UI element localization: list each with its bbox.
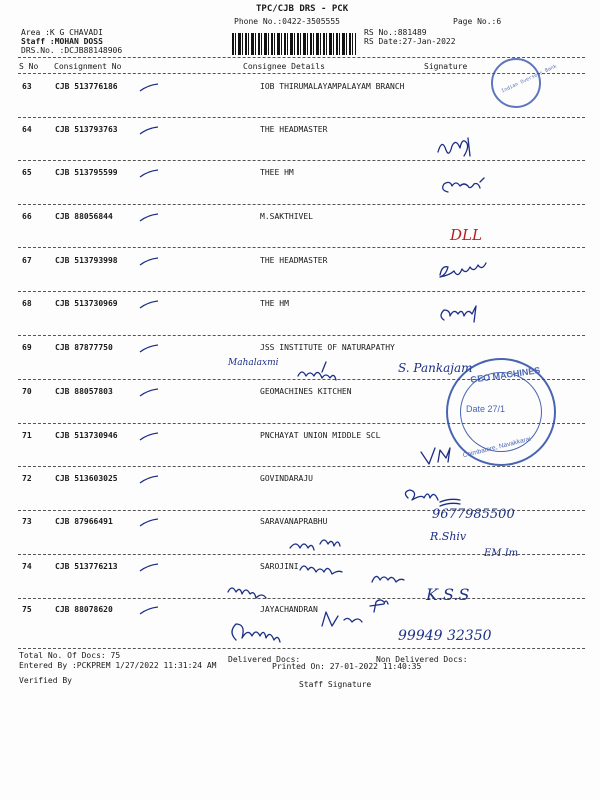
signature-row-67 xyxy=(440,263,486,277)
row-consignee: THE HEADMASTER xyxy=(260,125,328,134)
staff-signature: Staff Signature xyxy=(299,680,372,689)
page-number: Page No.:6 xyxy=(453,17,502,26)
row-consignee: GOVINDARAJU xyxy=(260,474,313,483)
handwriting-row-74: K.S.S xyxy=(426,585,470,604)
handwriting-row-69-left: Mahalaxmi xyxy=(228,358,279,368)
handwriting-row-73-a: R.Shiv xyxy=(430,530,467,543)
footer-divider xyxy=(18,648,585,649)
phone-number: Phone No.:0422-3505555 xyxy=(234,17,340,26)
row-consignee: PNCHAYAT UNION MIDDLE SCL xyxy=(260,431,381,440)
row-consignment-number: CJB 513793763 xyxy=(55,125,118,134)
row-consignee: THE HEADMASTER xyxy=(260,256,328,265)
signature-row-75-c xyxy=(370,600,388,612)
row-serial-number: 68 xyxy=(22,299,32,308)
row-serial-number: 63 xyxy=(22,82,32,91)
row-serial-number: 74 xyxy=(22,562,32,571)
total-docs: Total No. Of Docs: 75 xyxy=(19,651,121,660)
printed-on: Printed On: 27-01-2022 11:40:35 xyxy=(272,662,422,671)
handwriting-row-73-b: EM Im xyxy=(484,548,519,559)
row-serial-number: 66 xyxy=(22,212,32,221)
handwriting-row-75-phone: 99949 32350 xyxy=(398,628,492,644)
row-consignment-number: CJB 88056844 xyxy=(55,212,113,221)
row-serial-number: 72 xyxy=(22,474,32,483)
row-consignee: M.SAKTHIVEL xyxy=(260,212,313,221)
signature-row-73 xyxy=(290,540,340,550)
row-consignment-number: CJB 88078620 xyxy=(55,605,113,614)
company-stamp xyxy=(446,358,556,466)
row-consignment-number: CJB 87966491 xyxy=(55,517,113,526)
row-consignee: SAROJINI xyxy=(260,562,299,571)
signature-row-75-a xyxy=(232,624,280,642)
row-serial-number: 64 xyxy=(22,125,32,134)
non-delivered-docs: Non Delivered Docs: xyxy=(376,655,468,664)
rs-number: RS No.:881489 xyxy=(364,28,427,37)
signature-row-71 xyxy=(421,448,450,464)
row-serial-number: 69 xyxy=(22,343,32,352)
row-serial-number: 67 xyxy=(22,256,32,265)
signature-row-74-c xyxy=(372,576,404,582)
staff-label: Staff :MOHAN DOSS xyxy=(21,37,103,46)
signature-row-65 xyxy=(443,178,484,192)
signature-row-66: DLL xyxy=(450,226,482,244)
row-consignment-number: CJB 513730946 xyxy=(55,431,118,440)
row-serial-number: 70 xyxy=(22,387,32,396)
company-stamp-name: GEO MACHINES xyxy=(469,365,541,385)
delivered-docs: Delivered Docs: xyxy=(228,655,301,664)
col-consignee: Consignee Details xyxy=(243,62,325,71)
row-consignee: GEOMACHINES KITCHEN xyxy=(260,387,352,396)
company-stamp-date: Date 27/1 xyxy=(466,404,506,414)
entered-by: Entered By :PCKPREM 1/27/2022 11:31:24 AM xyxy=(19,661,217,670)
bank-stamp-text: Indian Overseas Bank xyxy=(500,63,558,95)
row-consignment-number: CJB 513776186 xyxy=(55,82,118,91)
row-consignee: JSS INSTITUTE OF NATURAPATHY xyxy=(260,343,395,352)
col-consignment: Consignment No xyxy=(54,62,122,71)
row-consignment-number: CJB 87877750 xyxy=(55,343,113,352)
row-consignment-number: CJB 88057803 xyxy=(55,387,113,396)
col-sno: S No xyxy=(19,62,39,71)
signature-row-69-scribble xyxy=(298,362,336,380)
company-stamp-place: Coimbatore, Navakkarai xyxy=(462,435,532,460)
handwriting-row-69-right: S. Pankajam xyxy=(398,361,473,375)
row-consignment-number: CJB 513793998 xyxy=(55,256,118,265)
row-serial-number: 65 xyxy=(22,168,32,177)
signature-row-75-b xyxy=(322,612,362,626)
signature-row-64 xyxy=(438,138,470,156)
row-consignment-number: CJB 513603025 xyxy=(55,474,118,483)
drs-number: DRS.No. :DCJB88148906 xyxy=(21,46,123,55)
row-serial-number: 71 xyxy=(22,431,32,440)
document-title: TPC/CJB DRS - PCK xyxy=(256,4,349,14)
row-consignee: SARAVANAPRABHU xyxy=(260,517,328,526)
signature-row-74-b xyxy=(300,566,342,574)
signature-row-68 xyxy=(441,306,476,322)
row-consignee: JAYACHANDRAN xyxy=(260,605,318,614)
verified-by: Verified By xyxy=(19,676,72,685)
area-label: Area :K G CHAVADI xyxy=(21,28,103,37)
row-consignment-number: CJB 513730969 xyxy=(55,299,118,308)
row-consignment-number: CJB 513776213 xyxy=(55,562,118,571)
handwriting-row-72-phone: 9677985500 xyxy=(432,507,515,522)
bank-stamp xyxy=(491,58,558,108)
row-serial-number: 73 xyxy=(22,517,32,526)
signature-row-72 xyxy=(405,490,460,506)
row-consignment-number: CJB 513795599 xyxy=(55,168,118,177)
row-serial-number: 75 xyxy=(22,605,32,614)
signature-row-74-a xyxy=(228,588,266,598)
row-consignee: THE HM xyxy=(260,299,289,308)
row-consignee: IOB THIRUMALAYAMPALAYAM BRANCH xyxy=(260,82,405,91)
rs-date: RS Date:27-Jan-2022 xyxy=(364,37,456,46)
col-signature: Signature xyxy=(424,62,468,71)
row-consignee: THEE HM xyxy=(260,168,294,177)
